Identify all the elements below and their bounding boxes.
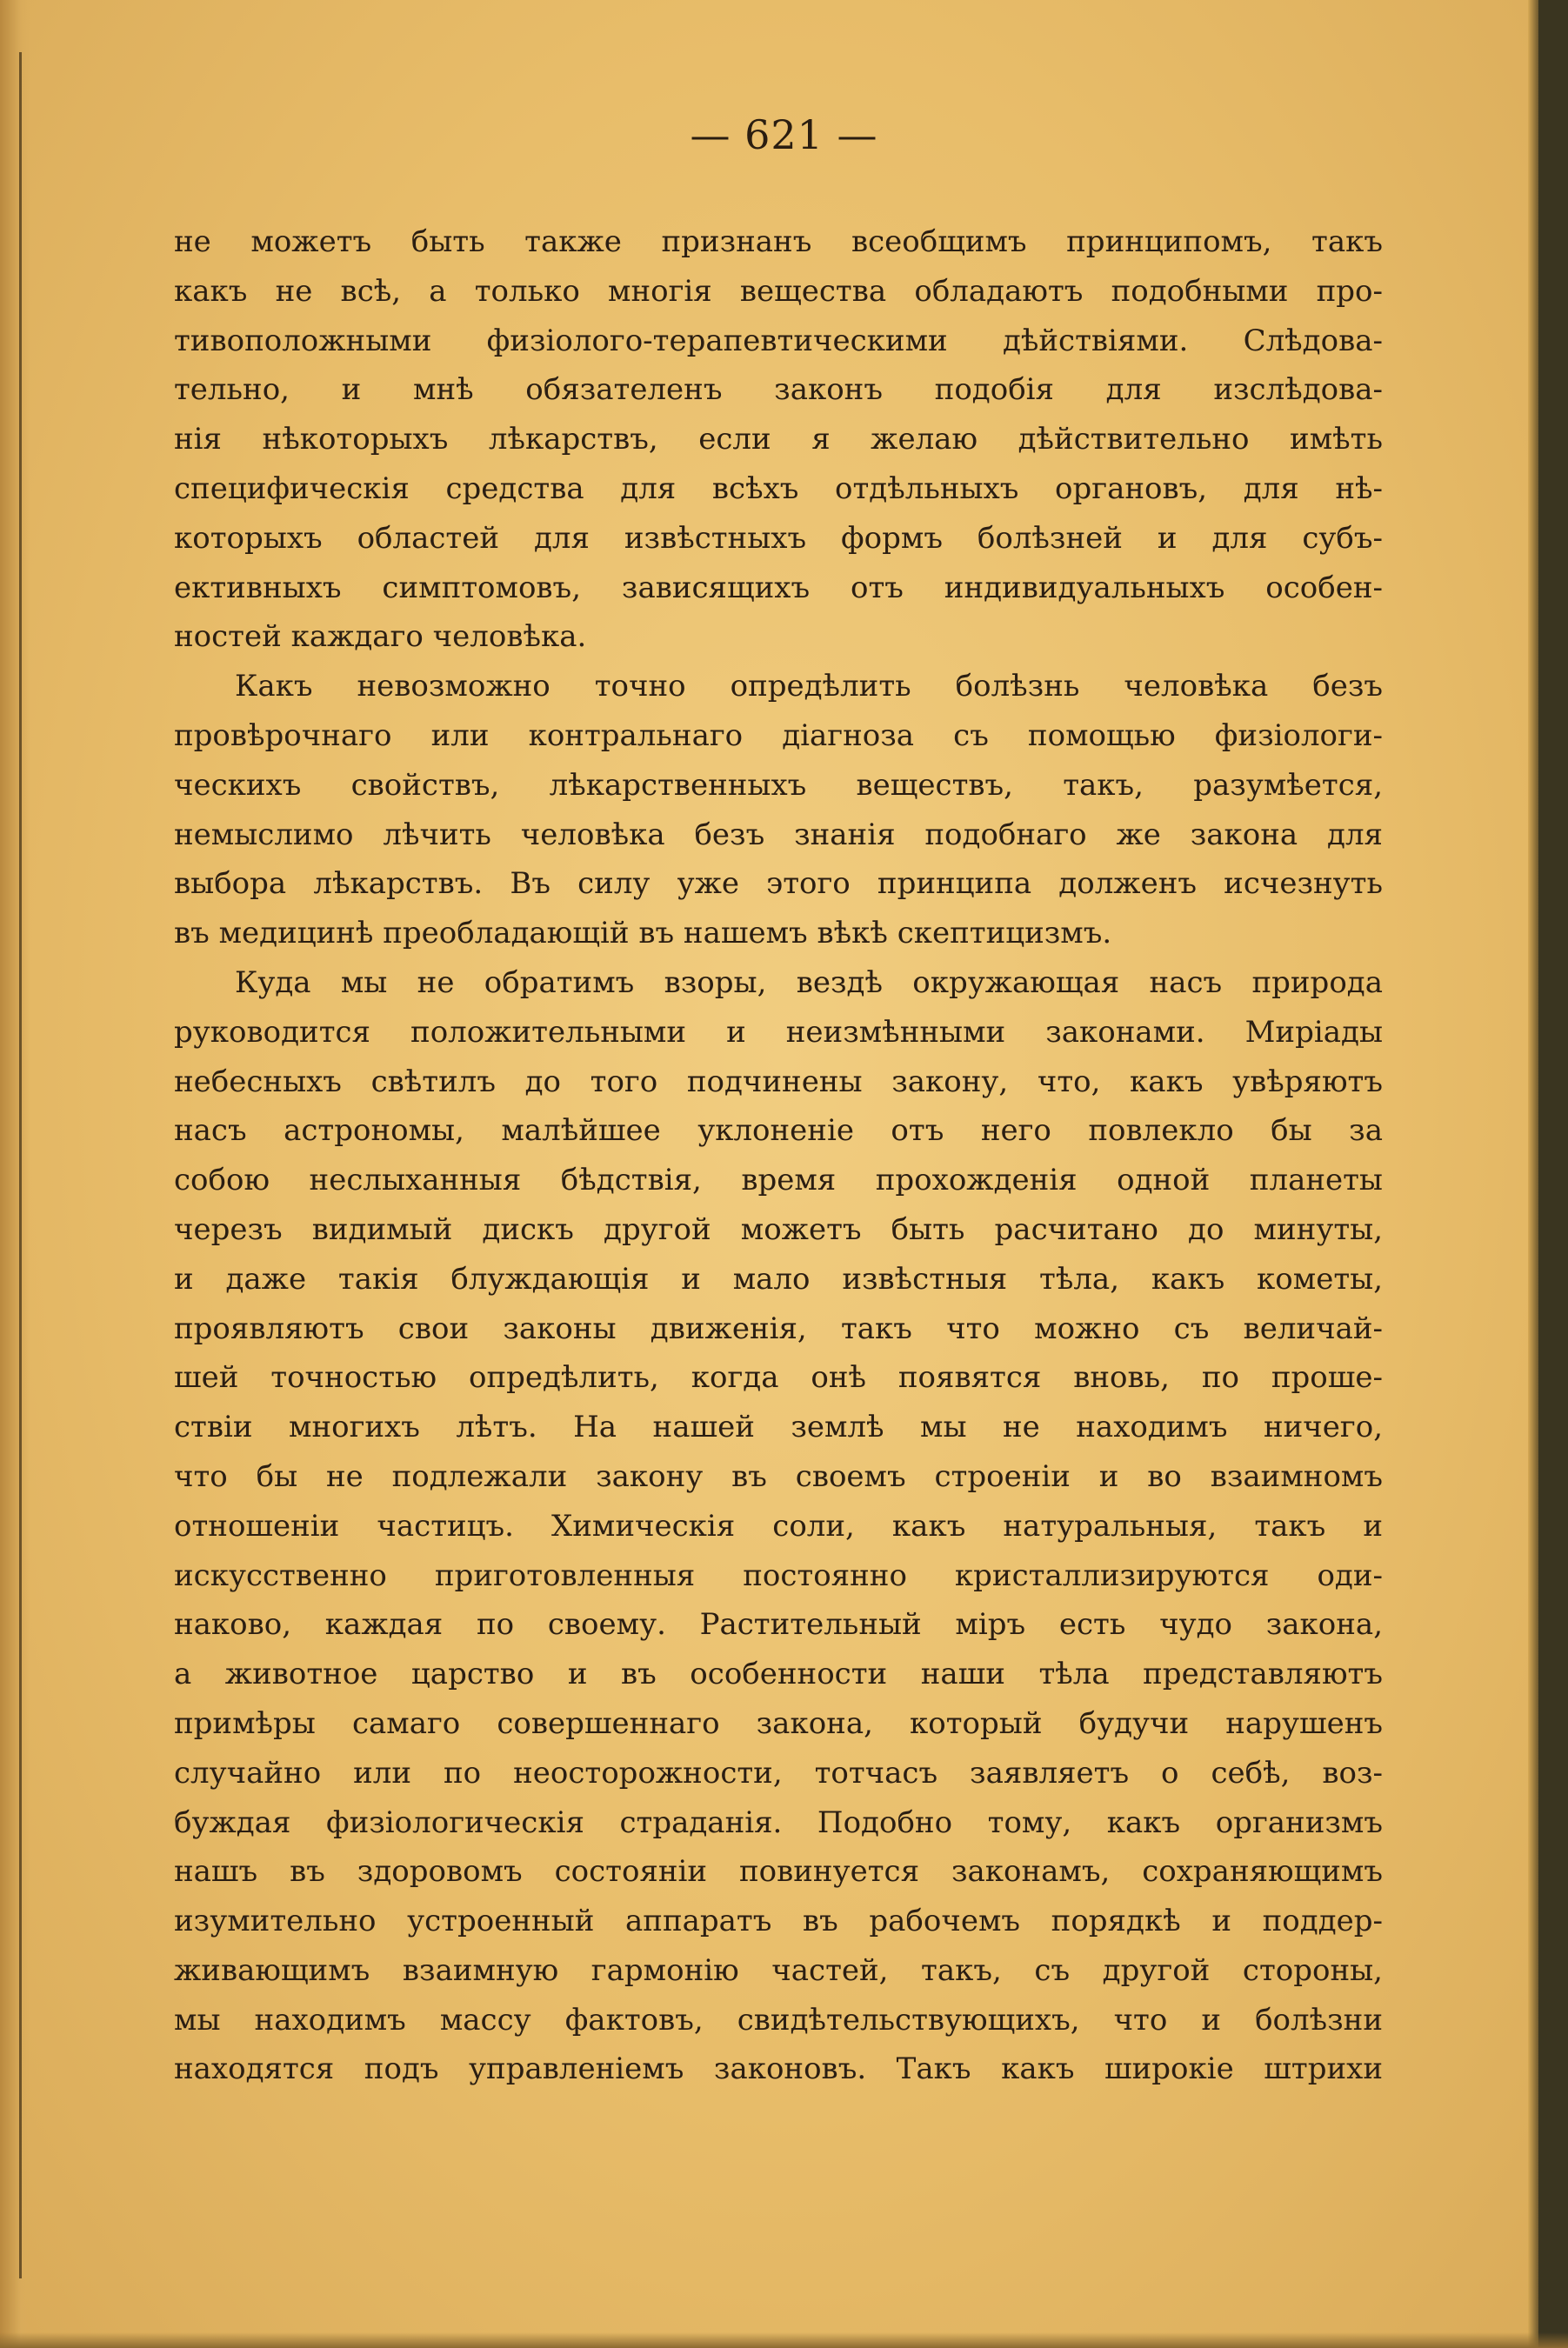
page-number: — 621 —	[690, 111, 878, 158]
text-line: черезъ видимый дискъ другой можетъ быть расчитано до минуты,	[174, 1211, 1383, 1247]
text-line: случайно или по неосторожности, тотчасъ заявляетъ о себѣ, воз-	[174, 1755, 1383, 1791]
text-line: примѣры самаго совершеннаго закона, который будучи нарушенъ	[174, 1705, 1383, 1741]
text-line: ческихъ свойствъ, лѣкарственныхъ веществъ, такъ, разумѣется,	[174, 767, 1383, 803]
right-page-shadow	[1528, 0, 1538, 2348]
text-line: живающимъ взаимную гармонію частей, такъ, съ другой стороны,	[174, 1952, 1383, 1988]
text-line: ствіи многихъ лѣтъ. На нашей землѣ мы не находимъ ничего,	[174, 1410, 1383, 1445]
text-line: и даже такія блуждающія и мало извѣстныя тѣла, какъ кометы,	[174, 1261, 1383, 1297]
text-line: находятся подъ управленіемъ законовъ. Такъ какъ широкіе штрихи	[174, 2051, 1383, 2087]
text-line: буждая физіологическія страданія. Подобно тому, какъ организмъ	[174, 1804, 1383, 1840]
text-line: которыхъ областей для извѣстныхъ формъ болѣзней и для субъ-	[174, 520, 1383, 556]
text-line: отношеніи частицъ. Химическія соли, какъ натуральныя, такъ и	[174, 1508, 1383, 1544]
text-line: Куда мы не обратимъ взоры, вездѣ окружающая насъ природа	[235, 964, 1383, 1000]
text-line: тивоположными физіолого-терапевтическими дѣйствіями. Слѣдова-	[174, 323, 1383, 358]
binding-line	[19, 52, 22, 2278]
text-line: нія нѣкоторыхъ лѣкарствъ, если я желаю дѣйствительно имѣть	[174, 422, 1383, 457]
right-page-edge	[1538, 0, 1568, 2348]
text-line: изумительно устроенный аппаратъ въ рабочемъ порядкѣ и поддер-	[174, 1904, 1383, 1939]
left-page-edge	[0, 0, 30, 2348]
text-line: провѣрочнаго или контральнаго діагноза съ помощью физіологи-	[174, 717, 1383, 753]
text-line: ностей каждаго человѣка.	[174, 619, 587, 655]
text-line: искусственно приготовленныя постоянно кристаллизируются оди-	[174, 1558, 1383, 1593]
text-line: шей точностью опредѣлить, когда онѣ появятся вновь, по проше-	[174, 1360, 1383, 1396]
text-line: выбора лѣкарствъ. Въ силу уже этого принципа долженъ исчезнуть	[174, 866, 1383, 902]
text-line: нашъ въ здоровомъ состояніи повинуется законамъ, сохраняющимъ	[174, 1854, 1383, 1890]
text-line: небесныхъ свѣтилъ до того подчинены закону, что, какъ увѣряютъ	[174, 1064, 1383, 1099]
text-line: наково, каждая по своему. Растительный міръ есть чудо закона,	[174, 1607, 1383, 1643]
text-line: не можетъ быть также признанъ всеобщимъ принципомъ, такъ	[174, 224, 1383, 259]
text-line: тельно, и мнѣ обязателенъ законъ подобія для изслѣдова-	[174, 372, 1383, 408]
text-line: немыслимо лѣчить человѣка безъ знанія подобнаго же закона для	[174, 817, 1383, 852]
text-line: а животное царство и въ особенности наши тѣла представляютъ	[174, 1657, 1383, 1692]
text-line: специфическія средства для всѣхъ отдѣльныхъ органовъ, для нѣ-	[174, 470, 1383, 506]
text-line: что бы не подлежали закону въ своемъ строеніи и во взаимномъ	[174, 1458, 1383, 1494]
text-line: собою неслыханныя бѣдствія, время прохожденія одной планеты	[174, 1163, 1383, 1198]
text-line: ективныхъ симптомовъ, зависящихъ отъ индивидуальныхъ особен-	[174, 570, 1383, 605]
text-line: Какъ невозможно точно опредѣлить болѣзнь человѣка безъ	[235, 669, 1383, 704]
text-line: мы находимъ массу фактовъ, свидѣтельствующихъ, что и болѣзни	[174, 2002, 1383, 2038]
bottom-page-edge	[0, 2332, 1568, 2348]
text-line: какъ не всѣ, а только многія вещества обладаютъ подобными про-	[174, 273, 1383, 309]
text-line: руководится положительными и неизмѣнными законами. Миріады	[174, 1014, 1383, 1050]
text-line: въ медицинѣ преобладающій въ нашемъ вѣкѣ скептицизмъ.	[174, 916, 1112, 951]
text-line: насъ астрономы, малѣйшее уклоненіе отъ него повлекло бы за	[174, 1113, 1383, 1149]
text-line: проявляютъ свои законы движенія, такъ что можно съ величай-	[174, 1311, 1383, 1346]
body-text	[174, 217, 1383, 2094]
